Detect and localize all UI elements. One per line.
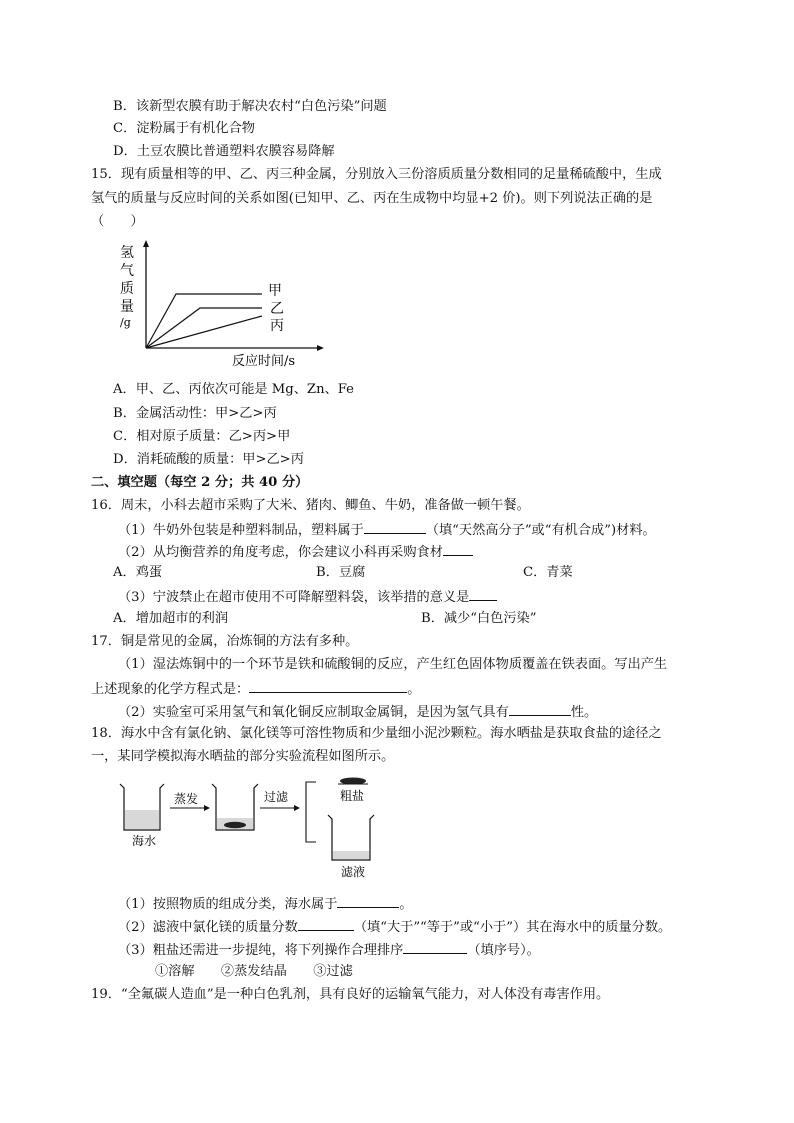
split-bracket [306,782,316,842]
q15-option-b: B．金属活动性：甲>乙>丙 [113,406,277,421]
q17-stem: 17．铜是常见的金属，冶炼铜的方法有多种。 [91,634,359,649]
q16-part3-option-a: A．增加超市的利润 [113,611,229,626]
q14-option-b: B．该新型农膜有助于解决农村“白色污染”问题 [113,99,387,114]
q15-answer-paren: （ ） [91,214,144,229]
section-heading: 二、填空题（每空 2 分；共 40 分） [91,475,309,490]
answer-blank[interactable] [469,586,497,601]
q16-part3: （3）宁波禁止在超市使用不可降解塑料袋，该举措的意义是 [118,586,497,608]
crude-salt-pile [340,778,366,785]
graph-x-arrow [317,345,324,351]
filter-label: 过滤 [264,790,289,804]
answer-blank[interactable] [249,678,407,693]
answer-blank[interactable] [403,939,467,954]
series-label-bing: 丙 [270,318,284,334]
q17-part1-line2: 上述现象的化学方程式是： 。 [91,678,420,700]
q18-operations: ①溶解 ②蒸发结晶 ③过滤 [155,964,353,979]
graph-y-label-char: 气 [120,263,134,279]
q16-part3-option-b: B．减少“白色污染” [421,611,537,626]
graph-x-label: 反应时间/s [232,354,296,369]
q18-part2: （2）滤液中氯化镁的质量分数 （填“大于”“等于”或“小于”）其在海水中的质量分数。 [118,916,671,938]
q15-stem-line1: 15．现有质量相等的甲、乙、丙三种金属，分别放入三份溶质质量分数相同的足量稀硫酸中，生成 [91,167,662,182]
q16-part1: （1）牛奶外包装是种塑料制品，塑料属于 （填“天然高分子”或“有机合成”)材料。 [118,519,656,541]
q16-part2: （2）从均衡营养的角度考虑，你会建议小科再采购食材 [118,541,473,563]
series-label-yi: 乙 [270,301,284,317]
q18-stem-line1: 18．海水中含有氯化钠、氯化镁等可溶性物质和少量细小泥沙颗粒。海水晒盐是获取食盐的途径之 [91,726,662,741]
answer-blank[interactable] [509,701,571,716]
q16-option-a: A．鸡蛋 [113,565,163,580]
answer-blank[interactable] [443,541,473,556]
q18-part1: （1）按照物质的组成分类，海水属于 。 [118,893,413,915]
evaporate-arrowhead [204,805,210,811]
q14-option-d: D．土豆农膜比普通塑料农膜容易降解 [113,144,335,159]
graph-y-arrow [143,240,149,247]
answer-blank[interactable] [298,916,354,931]
q15-stem-line2: 氢气的质量与反应时间的关系如图(已知甲、乙、丙在生成物中均显+2 价)。则下列说法正确的是 [91,191,653,206]
q18-part3: （3）粗盐还需进一步提纯，将下列操作合理排序 （填序号）。 [118,939,540,961]
graph-y-label-char: 氢 [120,245,134,261]
seawater-beaker [120,784,164,830]
q18-flow-diagram [110,772,400,884]
q15-option-d: D．消耗硫酸的质量：甲>乙>丙 [113,452,304,467]
seawater-label: 海水 [132,834,157,848]
series-label-jia: 甲 [268,283,282,299]
q16-option-b: B．豆腐 [316,565,366,580]
series-line-bing [146,316,262,348]
q18-stem-line2: 一，某同学模拟海水晒盐的部分实验流程如图所示。 [91,749,395,764]
filtrate-beaker [328,815,374,860]
q17-part1-line1: （1）湿法炼铜中的一个环节是铁和硫酸铜的反应，产生红色固体物质覆盖在铁表面。写出产生 [118,657,668,672]
crude-salt-label: 粗盐 [340,789,365,803]
evaporated-beaker [212,784,258,830]
graph-y-unit: /g [120,316,131,329]
q15-option-a: A．甲、乙、丙依次可能是 Mg、Zn、Fe [113,382,354,397]
q19-stem: 19．“全氟碳人造血”是一种白色乳剂，具有良好的运输氧气能力，对人体没有毒害作用。 [91,987,610,1002]
answer-blank[interactable] [337,893,399,908]
q15-option-c: C．相对原子质量：乙>丙>甲 [113,429,291,444]
series-line-yi [146,308,262,348]
q14-option-c: C．淀粉属于有机化合物 [113,121,255,136]
q15-reaction-graph [110,238,330,370]
q17-part2: （2）实验室可采用氢气和氧化铜反应制取金属铜，是因为氢气具有 性。 [118,701,597,723]
filter-arrowhead [294,805,300,811]
graph-y-label-char: 质 [120,281,134,297]
graph-y-label-char: 量 [120,299,134,315]
answer-blank[interactable] [364,519,426,534]
q16-stem: 16．周末，小科去超市采购了大米、猪肉、鲫鱼、牛奶，准备做一顿午餐。 [91,498,530,513]
q16-option-c: C．青菜 [523,565,573,580]
evaporate-label: 蒸发 [174,792,199,806]
filtrate-label: 滤液 [341,865,366,879]
